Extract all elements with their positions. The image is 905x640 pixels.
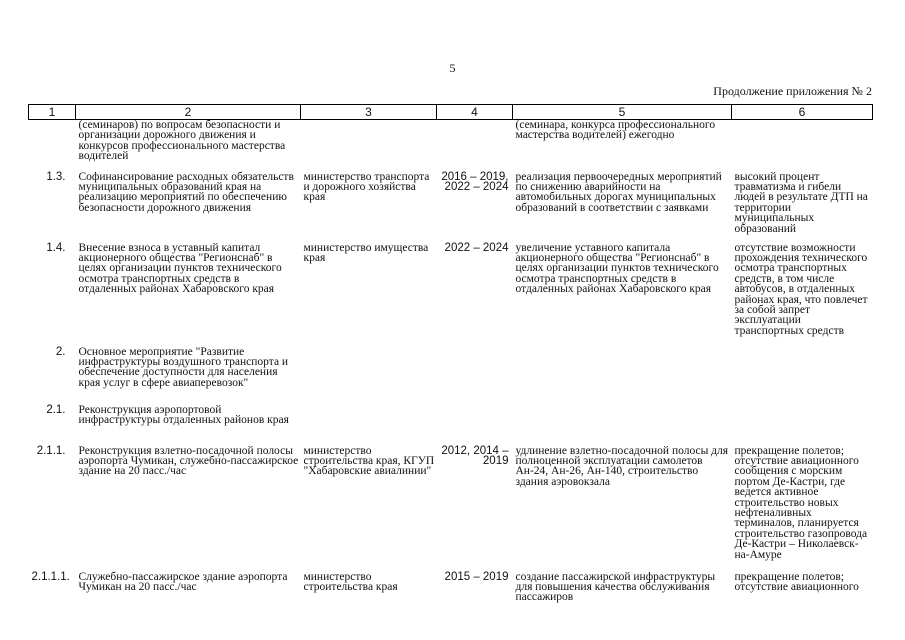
table-header-row [29, 105, 873, 120]
consequences-cell [732, 347, 873, 405]
consequences-cell [732, 120, 873, 172]
measure-cell: (семинаров) по вопросам безопасности и организации дорожного движения и конкурсов профессионального мастерства водителей [78, 119, 286, 163]
executor-cell: министерство транспорта и дорожного хозяйства края [303, 170, 430, 204]
table-row [29, 405, 873, 446]
consequences-cell: отсутствие возможности прохождения технического осмотра транспортных средств, в том числе автобусов, в отдаленных районах края, что повлечет за собой запрет эксплуатации транспортных средств [734, 241, 868, 337]
column-header-5: 5 [513, 105, 732, 120]
executor-cell [301, 405, 437, 446]
years-cell [437, 405, 513, 446]
table-row [29, 347, 873, 405]
row-number: 2. [55, 345, 66, 358]
column-header-3: 3 [301, 105, 437, 120]
years-cell: 2012, 2014 – 2019 [441, 444, 509, 467]
table-row [29, 572, 873, 603]
column-header-6: 6 [732, 105, 873, 120]
page-number: 5 [449, 61, 456, 75]
result-cell: реализация первоочередных мероприятий по снижению аварийности на автомобильных дорогах муниципальных образований в соответствии с заявками [515, 170, 722, 214]
continuation-label: Продолжение приложения № 2 [713, 84, 872, 98]
executor-cell: министерство строительства края [303, 570, 398, 593]
executor-cell: министерство имущества края [303, 241, 429, 264]
row-number: 2.1.1.1. [31, 570, 70, 583]
consequences-cell: высокий процент травматизма и гибели людей в результате ДТП на территории муниципальных образований [734, 170, 868, 235]
consequences-cell: прекращение полетов; отсутствие авиационного [734, 570, 859, 593]
row-number [29, 120, 76, 172]
column-header-1: 1 [29, 105, 76, 120]
row-number: 1.4. [46, 241, 66, 254]
measure-cell: Внесение взноса в уставный капитал акционерного общества "Регионснаб" в целях организации пунктов технического осмотра транспортных средств в отдаленных районах Хабаровского края [78, 241, 282, 296]
row-number: 2.1. [46, 403, 66, 416]
years-cell [437, 120, 513, 172]
result-cell: увеличение уставного капитала акционерного общества "Регионснаб" в целях организации пунктов технического осмотра транспортных средств в отдаленных районах Хабаровского края [515, 241, 719, 296]
table-row [29, 243, 873, 347]
years-cell: 2022 – 2024 [444, 241, 509, 254]
years-cell [437, 347, 513, 405]
measure-cell: Служебно-пассажирское здание аэропорта Чумикан на 20 пасс./час [78, 570, 288, 593]
table-row [29, 120, 873, 172]
row-number: 1.3. [46, 170, 66, 183]
result-cell [513, 347, 732, 405]
table-row [29, 172, 873, 243]
years-cell: 2016 – 2019, 2022 – 2024 [441, 170, 509, 193]
consequences-cell: прекращение полетов; отсутствие авиационного сообщения с морским портом Де-Кастри, где ведется активное строительство новых нефтеналивных терминалов, планируется строительство газопровода Де-Кастри – Николаевск-на-Амуре [734, 444, 868, 561]
measure-cell: Софинансирование расходных обязательств муниципальных образований края на реализацию мероприятий по обеспечению безопасности дорожного движения [78, 170, 294, 214]
consequences-cell [732, 405, 873, 446]
program-table [28, 104, 873, 603]
result-cell [513, 405, 732, 446]
years-cell: 2015 – 2019 [444, 570, 509, 583]
column-header-4: 4 [437, 105, 513, 120]
executor-cell: министерство строительства края, КГУП "Хабаровские авиалинии" [303, 444, 435, 478]
executor-cell [301, 120, 437, 172]
row-number: 2.1.1. [36, 444, 66, 457]
column-header-2: 2 [76, 105, 301, 120]
executor-cell [301, 347, 437, 405]
measure-cell: Реконструкция взлетно-посадочной полосы аэропорта Чумикан, служебно-пассажирское здание на 20 пасс./час [78, 444, 299, 478]
result-cell: (семинара, конкурса профессионального мастерства водителей) ежегодно [515, 119, 716, 142]
result-cell: удлинение взлетно-посадочной полосы для полноценной эксплуатации самолетов Ан-24, Ан-26, Ан-140, строительство здания аэровокзала [515, 444, 729, 488]
measure-cell: Основное мероприятие "Развитие инфраструктуры воздушного транспорта и обеспечение доступности для населения края услуг в сфере авиаперевозок" [78, 345, 289, 389]
table-row [29, 446, 873, 572]
measure-cell: Реконструкция аэропортовой инфраструктуры отдаленных районов края [78, 403, 289, 426]
result-cell: создание пассажирской инфраструктуры для повышения качества обслуживания пассажиров [515, 570, 716, 604]
